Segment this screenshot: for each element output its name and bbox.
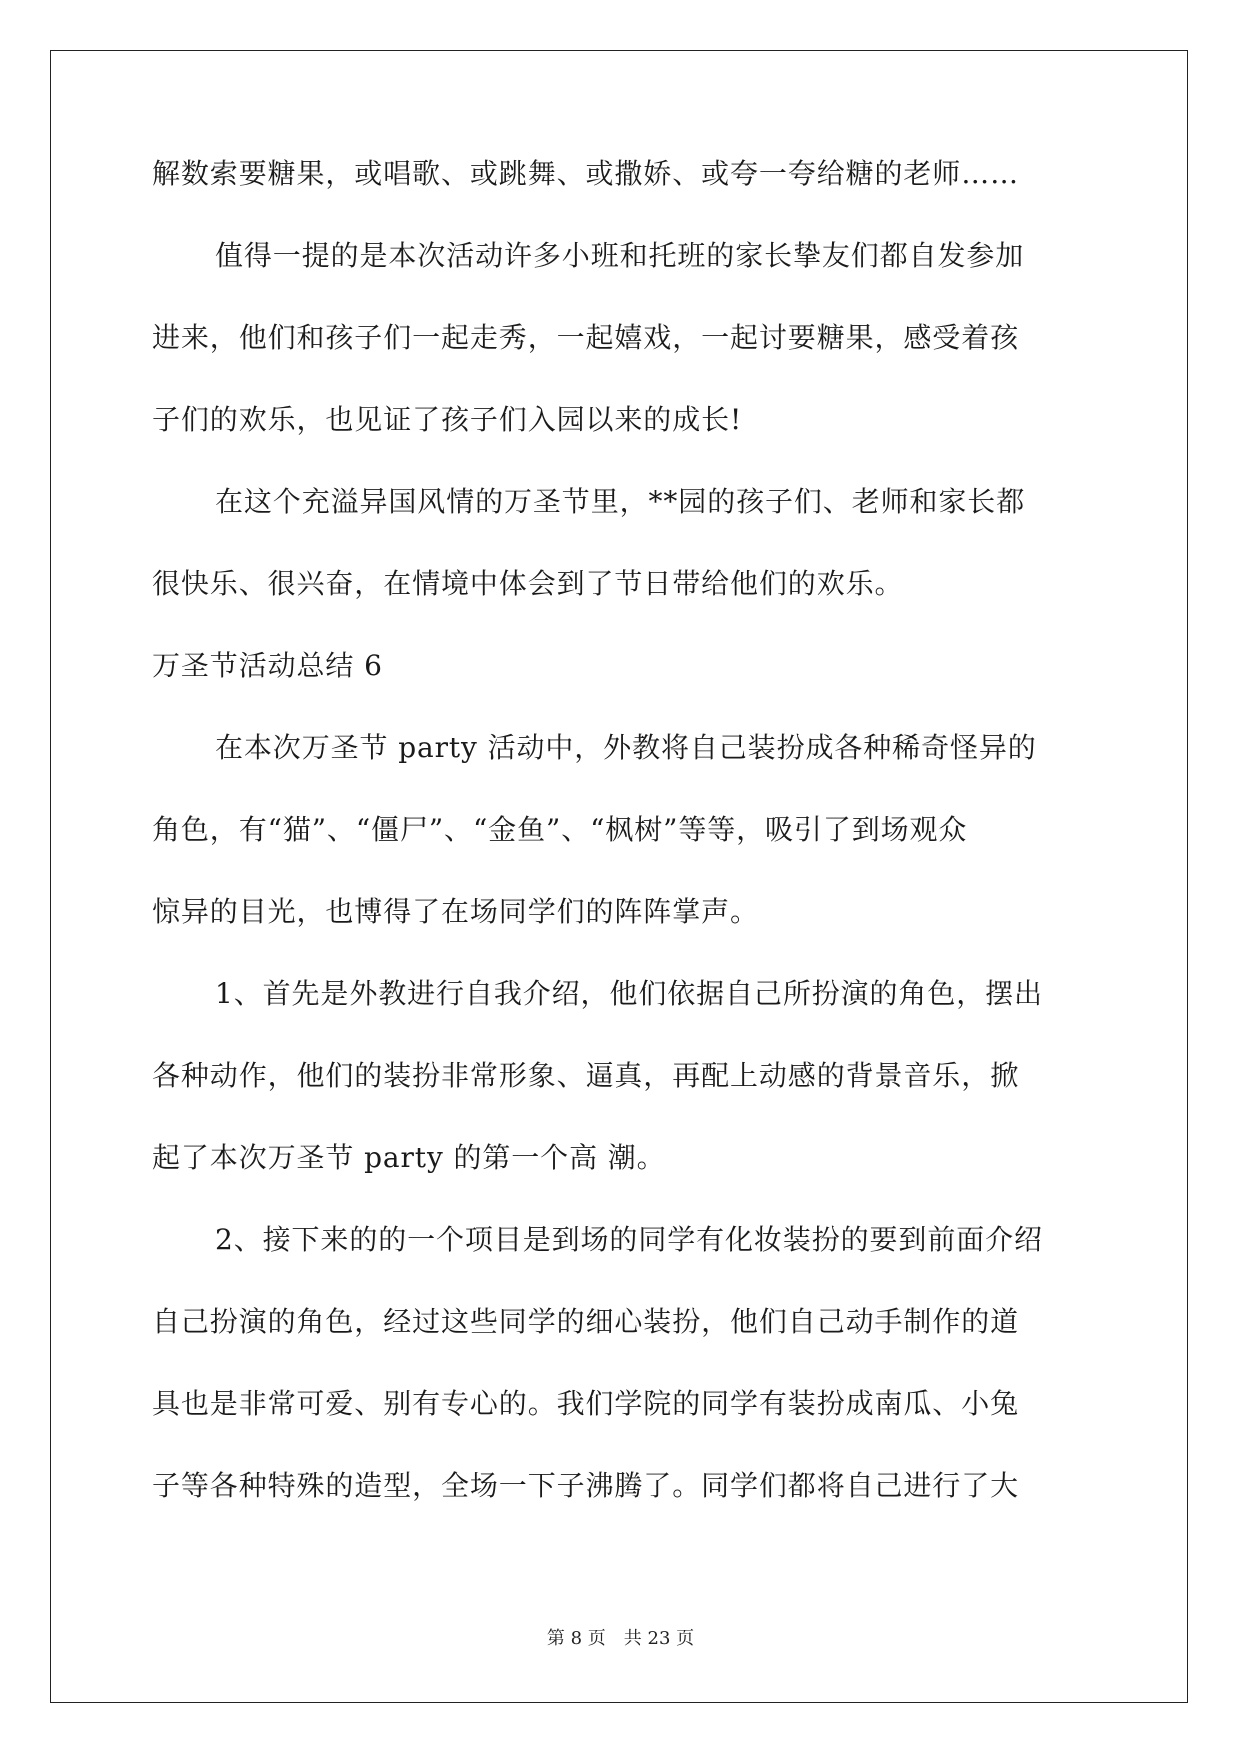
text-line: 很快乐、很兴奋，在情境中体会到了节日带给他们的欢乐。	[152, 567, 904, 600]
text-line: 自己扮演的角色，经过这些同学的细心装扮，他们自己动手制作的道	[152, 1305, 1020, 1338]
page-number-footer: 第 8 页 共 23 页	[546, 1628, 695, 1649]
text-line: 解数索要糖果，或唱歌、或跳舞、或撒娇、或夸一夸给糖的老师……	[152, 157, 1020, 190]
text-line: 2、接下来的的一个项目是到场的同学有化妆装扮的要到前面介绍	[215, 1223, 1043, 1256]
text-line: 惊异的目光，也博得了在场同学们的阵阵掌声。	[152, 895, 759, 928]
text-line: 在这个充溢异国风情的万圣节里，**园的孩子们、老师和家长都	[215, 485, 1026, 518]
text-line: 具也是非常可爱、别有专心的。我们学院的同学有装扮成南瓜、小兔	[152, 1387, 1020, 1420]
text-line: 角色，有“猫”、“僵尸”、“金鱼”、“枫树”等等，吸引了到场观众	[152, 813, 968, 846]
text-line: 值得一提的是本次活动许多小班和托班的家长挚友们都自发参加	[215, 239, 1025, 272]
text-line: 1、首先是外教进行自我介绍，他们依据自己所扮演的角色，摆出	[215, 977, 1043, 1010]
text-line: 子等各种特殊的造型，全场一下子沸腾了。同学们都将自己进行了大	[152, 1469, 1020, 1502]
text-line: 各种动作，他们的装扮非常形象、逼真，再配上动感的背景音乐，掀	[152, 1059, 1020, 1092]
text-line: 万圣节活动总结 6	[152, 649, 383, 682]
text-line: 在本次万圣节 party 活动中，外教将自己装扮成各种稀奇怪异的	[215, 731, 1037, 764]
text-line: 进来，他们和孩子们一起走秀，一起嬉戏，一起讨要糖果，感受着孩	[152, 321, 1020, 354]
text-line: 起了本次万圣节 party 的第一个高 潮。	[152, 1141, 666, 1174]
text-line: 子们的欢乐，也见证了孩子们入园以来的成长!	[152, 403, 743, 436]
document-body	[152, 158, 1089, 1552]
